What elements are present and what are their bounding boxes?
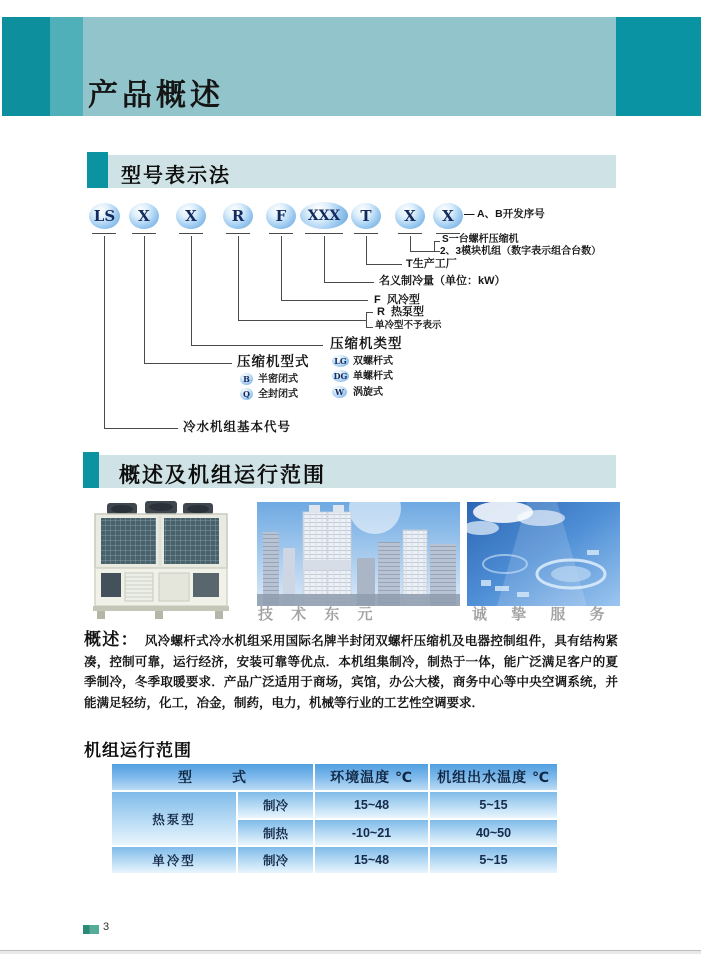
bubble-underline bbox=[132, 233, 156, 234]
code-bubble-q: Q bbox=[240, 388, 253, 400]
connector-line bbox=[104, 428, 178, 429]
page-title: 产品概述 bbox=[88, 79, 224, 112]
overview-section-title: 概述及机组运行范围 bbox=[119, 464, 326, 487]
label-twin-screw: 双螺杆式 bbox=[353, 356, 393, 367]
code-bubble-lg: LG bbox=[332, 355, 349, 367]
range-table bbox=[112, 764, 557, 873]
bubble-underline bbox=[179, 233, 203, 234]
chiller-photo bbox=[85, 500, 235, 622]
cell-mode: 制热 bbox=[238, 820, 313, 845]
header-ambient: 环境温度 ℃ bbox=[315, 764, 428, 790]
connector-bracket bbox=[366, 327, 373, 328]
label-capacity: 名义制冷量（单位：kW） bbox=[379, 275, 506, 287]
connector-line bbox=[144, 236, 145, 363]
abstract-water-photo bbox=[467, 502, 620, 606]
connector-line bbox=[238, 320, 366, 321]
bubble-underline bbox=[398, 233, 422, 234]
cell-group-coolingonly: 单冷型 bbox=[112, 847, 236, 873]
header-type: 型 式 bbox=[112, 764, 313, 790]
bubble-underline bbox=[305, 233, 343, 234]
banner-dark-left-block bbox=[2, 17, 50, 116]
code-bubble: F bbox=[266, 203, 296, 229]
bubble-underline bbox=[354, 233, 378, 234]
connector-line bbox=[410, 251, 434, 252]
connector-line bbox=[144, 363, 232, 364]
bubble-underline bbox=[226, 233, 250, 234]
skyline-photo bbox=[257, 502, 460, 606]
bubble-underline bbox=[92, 233, 116, 234]
label-modules: 2、3模块机组（数字表示组合台数） bbox=[440, 246, 602, 257]
cell-ambient: 15~48 bbox=[315, 792, 428, 818]
connector-line bbox=[324, 282, 374, 283]
label-cooling-only: 单冷型不予表示 bbox=[375, 320, 442, 331]
code-bubble: R bbox=[223, 203, 253, 229]
model-section-square bbox=[87, 152, 108, 188]
code-bubble-dg: DG bbox=[333, 371, 348, 381]
range-table-title: 机组运行范围 bbox=[84, 741, 192, 760]
connector-bracket bbox=[366, 312, 373, 313]
code-bubble-w: W bbox=[332, 386, 347, 398]
connector-line bbox=[104, 236, 105, 428]
cell-ambient: 15~48 bbox=[315, 847, 428, 873]
cell-outlet: 40~50 bbox=[430, 820, 557, 845]
banner-teal-strip bbox=[50, 17, 83, 116]
code-bubble-b: B bbox=[240, 373, 253, 385]
overview-section-square bbox=[83, 452, 99, 488]
connector-line bbox=[366, 236, 367, 264]
model-section-title: 型号表示法 bbox=[121, 165, 231, 187]
connector-line bbox=[281, 300, 368, 301]
connector-line bbox=[238, 236, 239, 320]
connector-line bbox=[366, 264, 402, 265]
label-heat-pump: R 热泵型 bbox=[377, 306, 425, 318]
cell-mode: 制冷 bbox=[238, 792, 313, 818]
code-bubble: X bbox=[129, 203, 159, 229]
code-bubble: LS bbox=[89, 203, 120, 229]
overview-lead: 概述： bbox=[84, 630, 139, 649]
connector-line bbox=[191, 236, 192, 345]
page-number: 3 bbox=[103, 921, 110, 933]
overview-body: 风冷螺杆式冷水机组采用国际名牌半封闭双螺杆压缩机及电器控制组件，具有结构紧凑，控制可靠，运行经济，安装可靠等优点．本机组集制冷，制热于一体，能广泛满足客户的夏季制冷，冬季取暖要求．产品广泛适用于商场，宾馆，办公大楼，商务中心等中央空调系统，并能满足轻纺，化工，冶金，制药，电力，机械等行业的工艺性空调要求． bbox=[84, 634, 618, 710]
connector-line bbox=[281, 236, 282, 300]
overview-paragraph bbox=[84, 630, 618, 713]
label-semi-hermetic: 半密闭式 bbox=[258, 374, 298, 385]
cell-mode: 制冷 bbox=[238, 847, 313, 873]
cell-outlet: 5~15 bbox=[430, 792, 557, 818]
cell-ambient: -10~21 bbox=[315, 820, 428, 845]
label-compressor-type-title: 压缩机类型 bbox=[330, 336, 403, 351]
connector-bracket bbox=[366, 312, 367, 328]
code-bubble: XXX bbox=[300, 202, 348, 229]
cell-group-heatpump: 热泵型 bbox=[112, 792, 236, 845]
connector-line bbox=[324, 236, 325, 282]
label-fully-hermetic: 全封闭式 bbox=[258, 389, 298, 400]
label-compressor-form-title: 压缩机型式 bbox=[237, 354, 310, 369]
connector-bracket bbox=[434, 241, 440, 242]
page-number-marker bbox=[83, 925, 99, 934]
page-bottom-shadow bbox=[0, 951, 701, 954]
label-scroll-type: 涡旋式 bbox=[353, 387, 383, 398]
header-outlet: 机组出水温度 ℃ bbox=[430, 764, 557, 790]
connector-line bbox=[410, 236, 411, 251]
label-air-cooled: F 风冷型 bbox=[374, 294, 420, 306]
photo-caption-left: 技 术 东 元 bbox=[258, 606, 380, 623]
code-bubble: X bbox=[433, 203, 463, 229]
label-single-screw: S一台螺杆压缩机 bbox=[442, 234, 519, 245]
label-base-code: 冷水机组基本代号 bbox=[183, 420, 292, 434]
connector-line bbox=[191, 345, 323, 346]
label-single-screw-type: 单螺杆式 bbox=[353, 371, 393, 382]
bubble-underline bbox=[269, 233, 293, 234]
cell-outlet: 5~15 bbox=[430, 847, 557, 873]
banner-dark-right-block bbox=[616, 17, 701, 116]
label-dev-serial: — A、B开发序号 bbox=[464, 208, 545, 220]
code-bubble: T bbox=[351, 203, 381, 229]
code-bubble: X bbox=[395, 203, 425, 229]
code-bubble: X bbox=[176, 203, 206, 229]
photo-caption-right: 诚 挚 服 务 bbox=[472, 606, 615, 623]
label-factory: T生产工厂 bbox=[406, 258, 457, 270]
